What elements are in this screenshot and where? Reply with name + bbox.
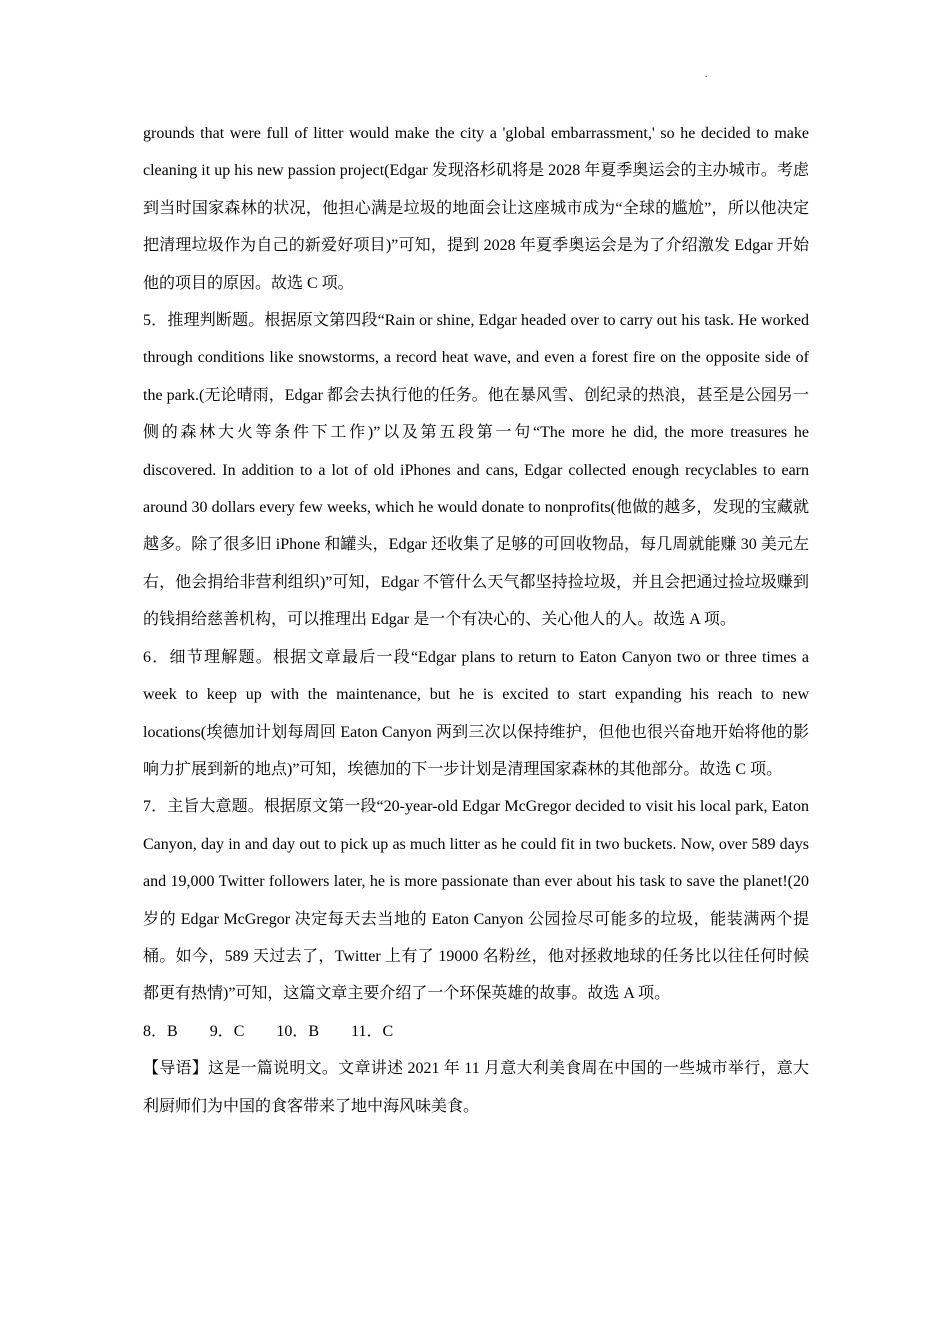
explanation-q6: 6．细节理解题。根据文章最后一段“Edgar plans to return to Eaton Canyon two or three times a week to keep up with the maintenance, but he is excited to start expanding his reach to new locations(埃德加计划每周回 Eaton Canyon 两到三次以保持维护，但他也很兴奋地开始将他的影响力扩展到新的地点)”可知，埃德加的下一步计划是清理国家森林的其他部分。故选 C 项。	[143, 648, 809, 778]
answer-10: 10．B	[276, 1022, 320, 1040]
corner-mark: .	[705, 69, 708, 80]
answer-8: 8．B	[143, 1022, 178, 1040]
answer-key-row	[143, 1013, 809, 1050]
answer-9: 9．C	[209, 1022, 245, 1040]
passage-intro: 【导语】这是一篇说明文。文章讲述 2021 年 11 月意大利美食周在中国的一些城市举行，意大利厨师们为中国的食客带来了地中海风味美食。	[143, 1060, 809, 1115]
answer-explanation-body	[143, 115, 809, 1125]
answer-11: 11．C	[351, 1022, 394, 1040]
explanation-q5: 5．推理判断题。根据原文第四段“Rain or shine, Edgar headed over to carry out his task. He worked through conditions like snowstorms, a record heat wave, and even a forest fire on the opposite side of the park.(无论晴雨，Edgar 都会去执行他的任务。他在暴风雪、创纪录的热浪，甚至是公园另一侧的森林大火等条件下工作)”以及第五段第一句“The more he did, the more treasures he discovered. In addition to a lot of old iPhones and cans, Edgar collected enough recyclables to earn around 30 dollars every few weeks, which he would donate to nonprofits(他做的越多，发现的宝藏就越多。除了很多旧 iPhone 和罐头，Edgar 还收集了足够的可回收物品，每几周就能赚 30 美元左右，他会捐给非营利组织)”可知，Edgar 不管什么天气都坚持捡垃圾，并且会把通过捡垃圾赚到的钱捐给慈善机构，可以推理出 Edgar 是一个有决心的、关心他人的人。故选 A 项。	[143, 312, 809, 629]
explanation-q4-continued: grounds that were full of litter would make the city a 'global embarrassment,' so he decided to make cleaning it up his new passion project(Edgar 发现洛杉矶将是 2028 年夏季奥运会的主办城市。考虑到当时国家森林的状况，他担心满是垃圾的地面会让这座城市成为“全球的尴尬”，所以他决定把清理垃圾作为自己的新爱好项目)”可知，提到 2028 年夏季奥运会是为了介绍激发 Edgar 开始他的项目的原因。故选 C 项。	[143, 125, 809, 292]
explanation-q7: 7．主旨大意题。根据原文第一段“20-year-old Edgar McGregor decided to visit his local park, Eaton Canyon, day in and day out to pick up as much litter as he could fit in two buckets. Now, over 589 days and 19,000 Twitter followers later, he is more passionate than ever about his task to save the planet!(20 岁的 Edgar McGregor 决定每天去当地的 Eaton Canyon 公园捡尽可能多的垃圾，能装满两个提桶。如今，589 天过去了，Twitter 上有了 19000 名粉丝，他对拯救地球的任务比以往任何时候都更有热情)”可知，这篇文章主要介绍了一个环保英雄的故事。故选 A 项。	[143, 798, 809, 1003]
